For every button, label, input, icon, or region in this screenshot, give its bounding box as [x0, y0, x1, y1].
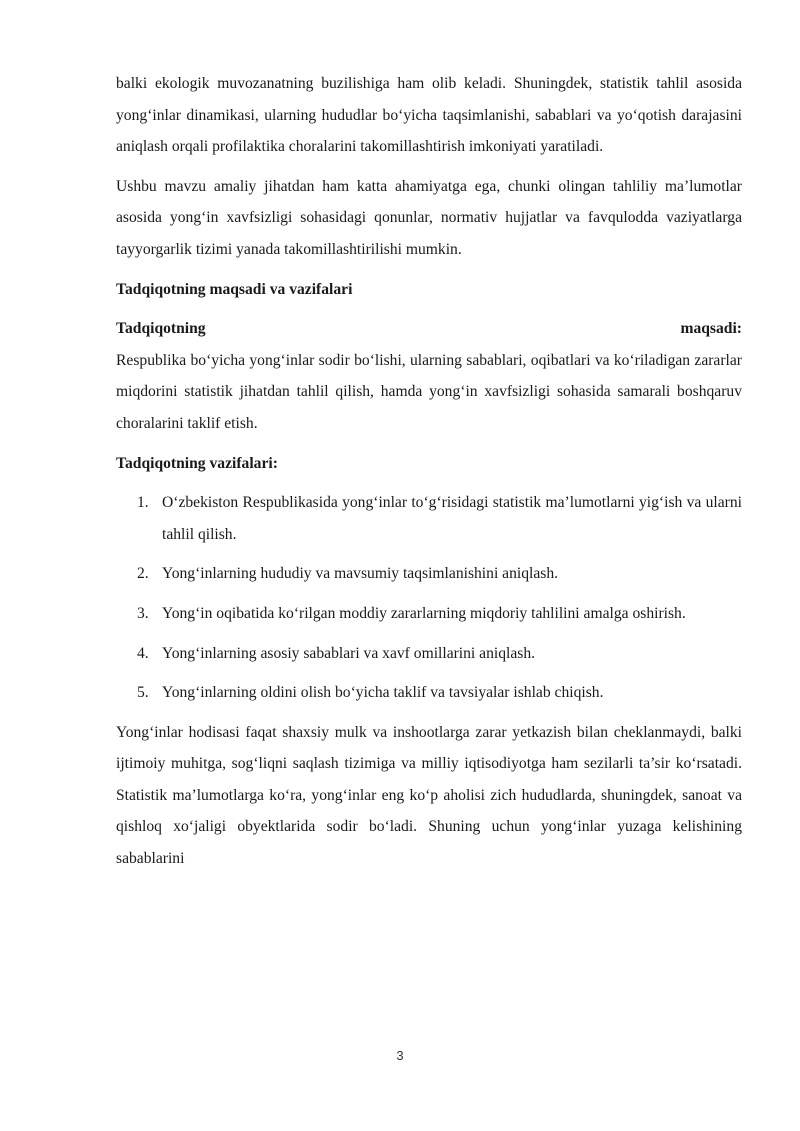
goal-heading	[116, 313, 742, 345]
list-item-text: Yong‘inlarning oldini olish bo‘yicha taklif va tavsiyalar ishlab chiqish.	[162, 684, 604, 702]
list-item	[116, 558, 742, 590]
list-item-number: 2.	[137, 565, 149, 583]
paragraph-goal: Respublika bo‘yicha yong‘inlar sodir bo‘lishi, ularning sabablari, oqibatlari va ko‘riladigan zararlar miqdorini statistik jihatdan tahlil qilish, hamda yong‘in xavfsizligi sohasida samarali boshqaruv choralarini taklif etish.	[116, 351, 742, 432]
document-page	[116, 68, 742, 883]
section-heading: Tadqiqotning maqsadi va vazifalari	[116, 280, 353, 298]
tasks-list	[116, 487, 742, 709]
paragraph-intro-continuation: balki ekologik muvozanatning buzilishiga ham olib keladi. Shuningdek, statistik tahlil asosida yong‘inlar dinamikasi, ularning hududlar bo‘yicha taqsimlanishi, sabablari va yo‘qotish darajasini aniqlash orqali profilaktika choralarini takomillashtirish imkoniyati yaratiladi.	[116, 75, 742, 156]
list-item-number: 3.	[137, 604, 149, 622]
list-item-number: 5.	[137, 684, 149, 702]
list-item-text: Yong‘inlarning asosiy sabablari va xavf omillarini aniqlash.	[162, 644, 536, 662]
paragraph-practical-importance: Ushbu mavzu amaliy jihatdan ham katta ahamiyatga ega, chunki olingan tahliliy ma’lumotlar asosida yong‘in xavfsizligi sohasidagi qonunlar, normativ hujjatlar va favqulodda vaziyatlarga tayyorgarlik tizimi yanada takomillashtirilishi mumkin.	[116, 177, 742, 258]
list-item-text: Yong‘in oqibatida ko‘rilgan moddiy zararlarning miqdoriy tahlilini amalga oshirish.	[162, 604, 686, 622]
page-number: 3	[396, 1048, 404, 1063]
list-item-text: O‘zbekiston Respublikasida yong‘inlar to‘g‘risidagi statistik ma’lumotlarni yig‘ish va ularni tahlil qilish.	[162, 494, 742, 543]
goal-heading-left: Tadqiqotning	[116, 320, 206, 338]
list-item	[116, 487, 742, 550]
goal-heading-right: maqsadi:	[680, 320, 742, 338]
list-item	[116, 598, 742, 630]
list-item-number: 4.	[137, 644, 149, 662]
list-item-text: Yong‘inlarning hududiy va mavsumiy taqsimlanishini aniqlash.	[162, 565, 559, 583]
list-item-number: 1.	[137, 494, 149, 512]
paragraph-fire-impact: Yong‘inlar hodisasi faqat shaxsiy mulk va inshootlarga zarar yetkazish bilan cheklanmaydi, balki ijtimoiy muhitga, sog‘liqni saqlash tizimiga va milliy iqtisodiyotga ham sezilarli ta’sir ko‘rsatadi. Statistik ma’lumotlarga ko‘ra, yong‘inlar eng ko‘p aholisi zich hududlarda, shuningdek, sanoat va qishloq xo‘jaligi obyektlarida sodir bo‘ladi. Shuning uchun yong‘inlar yuzaga kelishining sabablarini	[116, 723, 742, 868]
list-item	[116, 638, 742, 670]
list-item	[116, 677, 742, 709]
tasks-heading: Tadqiqotning vazifalari:	[116, 454, 278, 472]
